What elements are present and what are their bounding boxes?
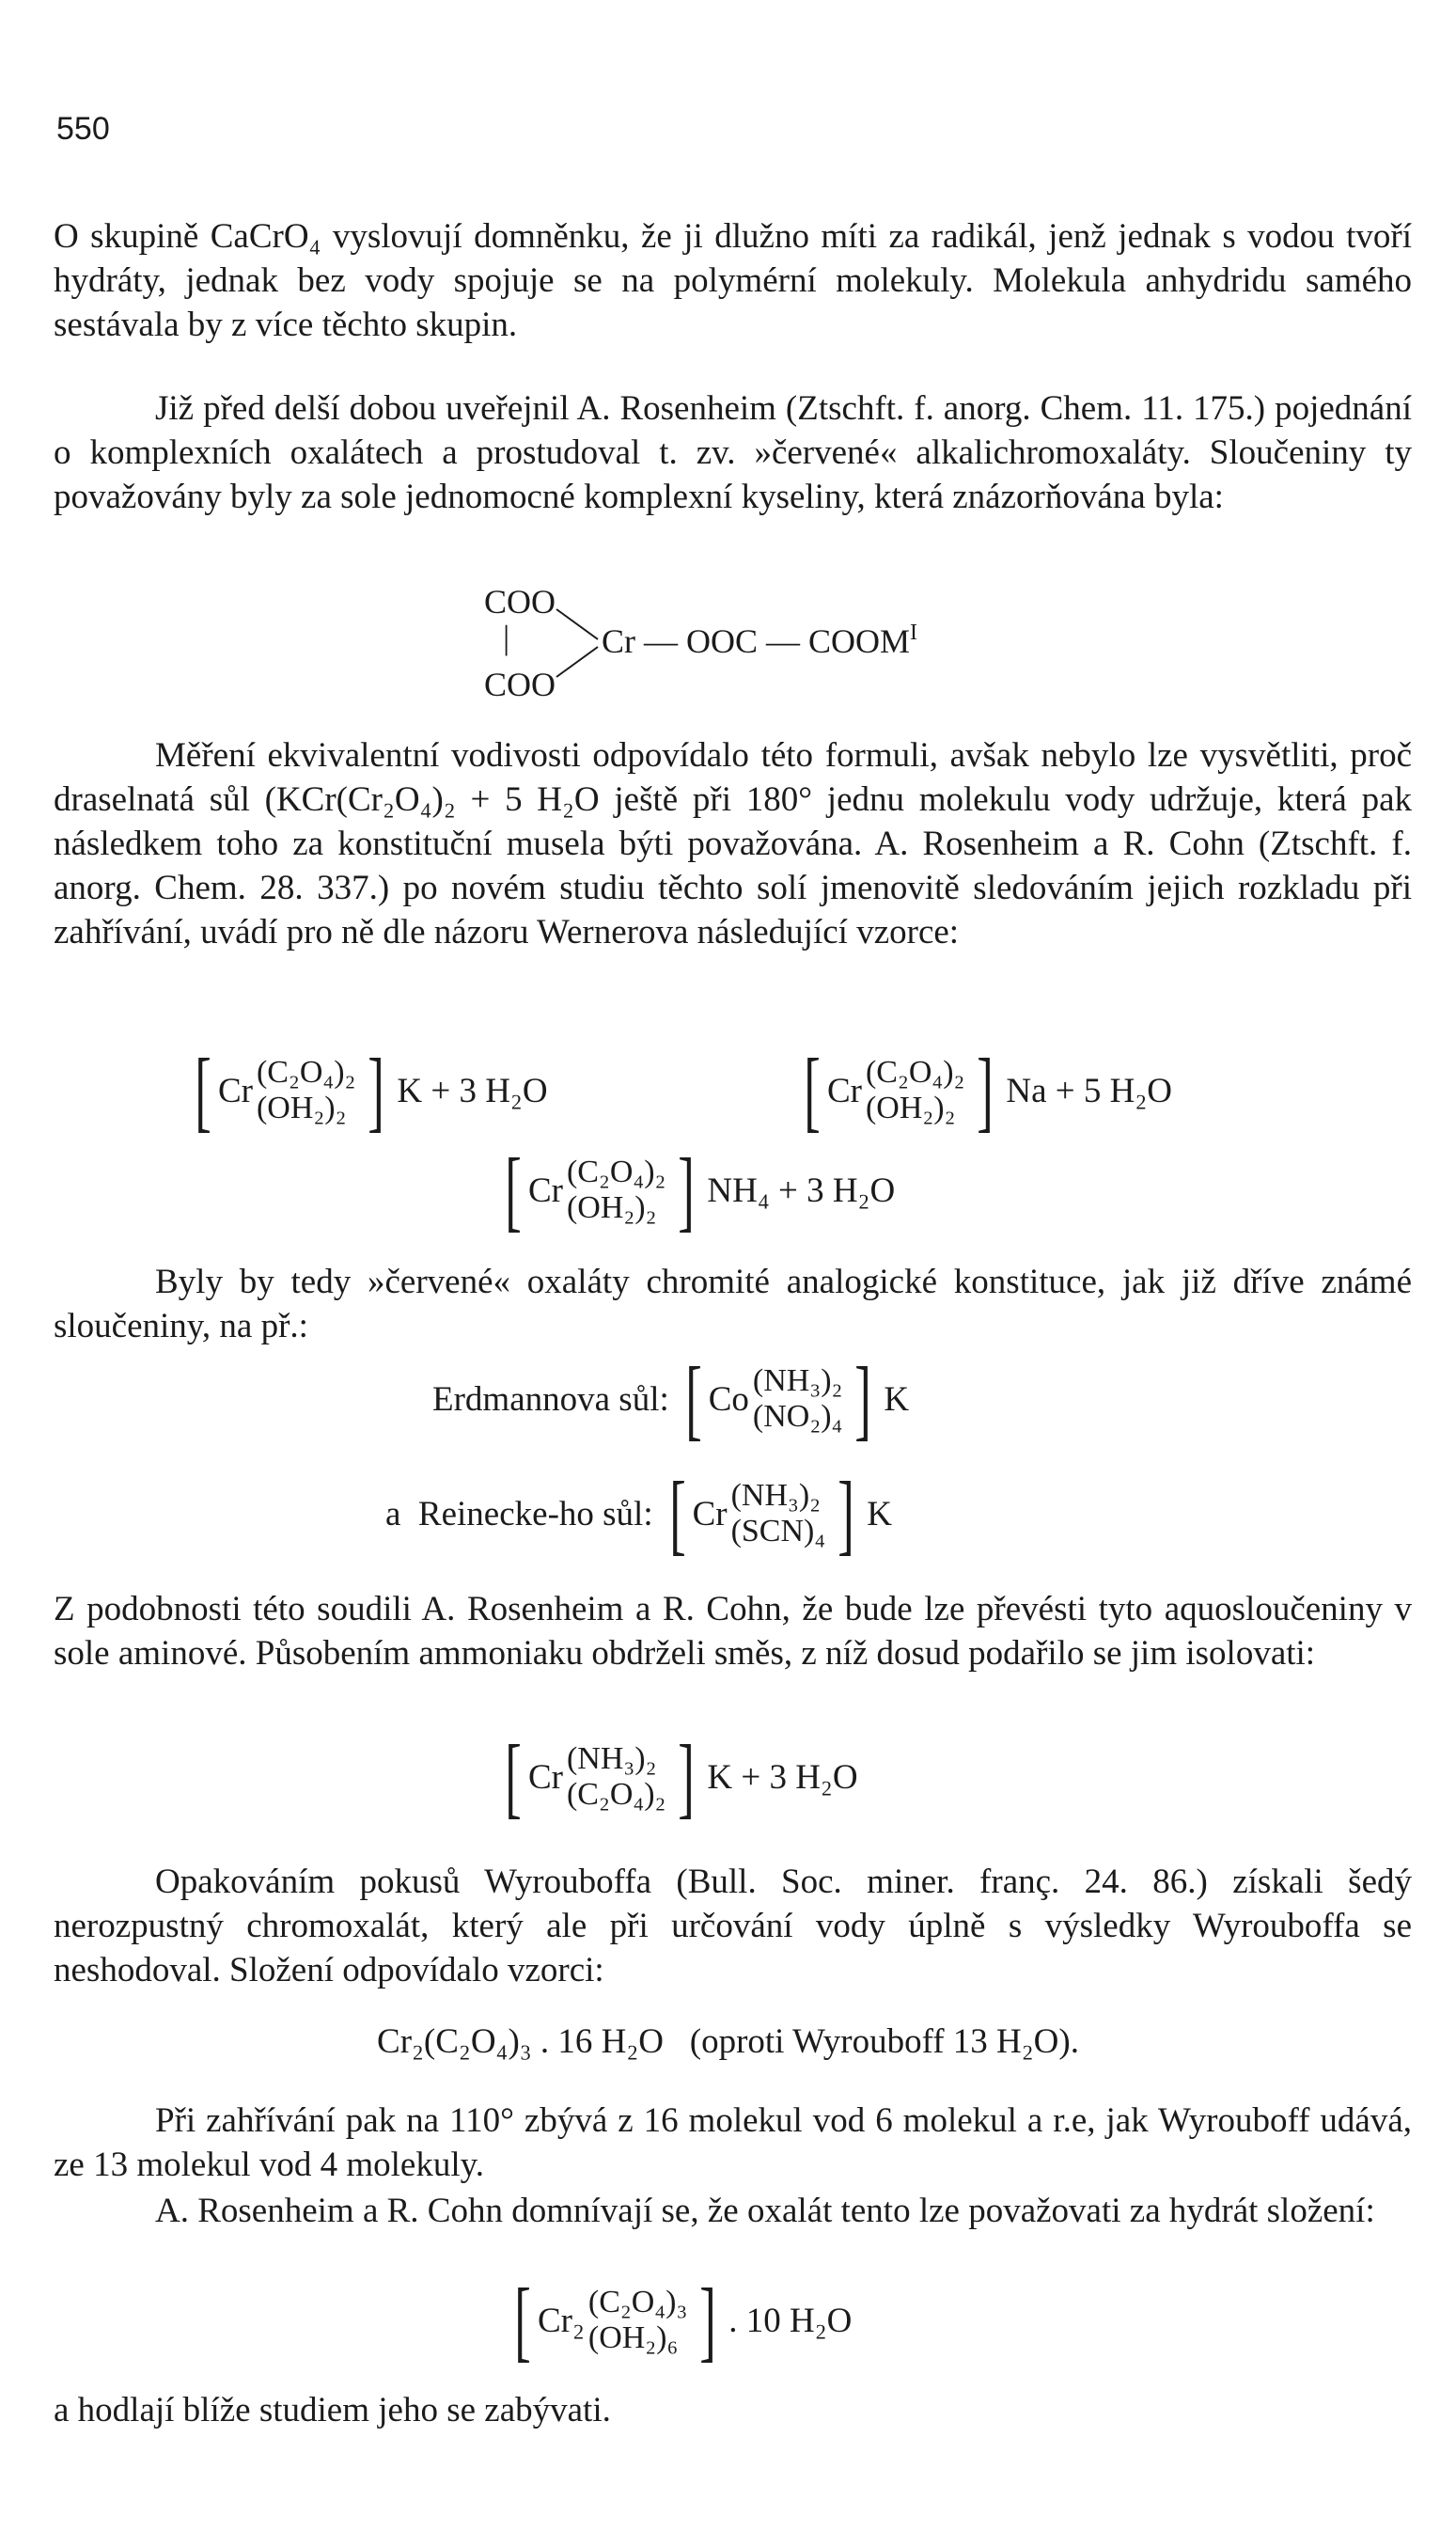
page-number: 550: [56, 111, 110, 147]
formula-radical-sup: I: [910, 621, 918, 645]
metal: Cr: [826, 1071, 862, 1110]
formula-tail: Na + 5 H₂O: [1006, 1071, 1172, 1110]
formula-erdmann: Erdmannova sůl: [ Co (NH₃)₂ (NO₂)₄ ] K: [432, 1348, 910, 1449]
ligand-2: (SCN)₄: [730, 1514, 826, 1549]
ligand-2: (OH₂)₆: [587, 2320, 679, 2355]
ligand-1: (C₂O₄)₂: [865, 1055, 965, 1090]
formula-sodium: [ Cr (C₂O₄)₂ (OH₂)₂ ] Na + 5 H₂O: [804, 1040, 1172, 1140]
formula-tail: K + 3 H₂O: [397, 1071, 548, 1110]
formula-radical-top: COO: [484, 583, 556, 621]
metal: Cr₂: [537, 2301, 585, 2340]
ligand-1: (C₂O₄)₂: [256, 1055, 356, 1090]
metal: Cr: [527, 1171, 563, 1210]
formula-radical-bar: |: [503, 619, 510, 656]
ligand-2: (NO₂)₄: [752, 1399, 843, 1434]
formula-radical-bottom: COO: [484, 666, 556, 703]
paragraph-8: A. Rosenheim a R. Cohn domnívají se, že oxalát tento lze považovati za hydrát složení:: [155, 2192, 1375, 2230]
formula-tail: K + 3 H₂O: [707, 1757, 858, 1797]
ligand-2: (OH₂)₂: [865, 1091, 956, 1125]
formula-ammonium: [ Cr (C₂O₄)₂ (OH₂)₂ ] NH₄ + 3 H₂O: [505, 1140, 896, 1240]
ligand-1: (C₂O₄)₂: [566, 1155, 666, 1189]
paragraph-2: Již před delší dobou uveřejnil A. Rosenheim (Ztschft. f. anorg. Chem. 11. 175.) pojednání o komplexních oxalátech a prostudoval t. zv. »červené« alkalichromoxaláty. Sloučeniny ty považovány byly za sole jednomocné komplexní kyseliny, která znázorňována byla:: [54, 389, 1412, 516]
paragraph-3: Měření ekvivalentní vodivosti odpovídalo této formuli, avšak nebylo lze vysvětliti, proč draselnatá sůl (KCr(Cr₂O₄)₂ + 5 H₂O ještě při 180° jednu molekulu vody udržuje, která pak následkem toho za konstituční musela býti považována. A. Rosenheim a R. Cohn (Ztschft. f. anorg. Chem. 28. 337.) po novém studiu těchto solí jmenovitě sledováním jejich rozkladu při zahřívání, uvádí pro ně dle názoru Wernerova následující vzorce:: [54, 736, 1412, 951]
paragraph-5: Z podobnosti této soudili A. Rosenheim a R. Cohn, že bude lze převésti tyto aquosloučeniny v sole aminové. Působením ammoniaku obdrželi směs, z níž dosud podařilo se jim isolovati:: [54, 1590, 1412, 1673]
ligand-1: (NH₃)₂: [566, 1741, 657, 1776]
paragraph-1: O skupině CaCrO₄ vyslovují domněnku, že ji dlužno míti za radikál, jenž jednak s vodou tvoří hydráty, jednak bez vody spojuje se na polymérní molekuly. Molekula anhydridu samého sestávala by z více těchto skupin.: [54, 217, 1412, 344]
formula-tail: K: [867, 1494, 892, 1533]
formula-reinecke: a Reinecke-ho sůl: [ Cr (NH₃)₂ (SCN)₄ ] K: [385, 1463, 892, 1564]
metal: Cr: [692, 1494, 728, 1533]
formula-label: a Reinecke-ho sůl:: [385, 1494, 653, 1533]
ligand-1: (C₂O₄)₃: [587, 2285, 688, 2319]
formula-tail: . 10 H₂O: [728, 2301, 853, 2340]
formula-label: Erdmannova sůl:: [432, 1379, 669, 1419]
ligand-2: (OH₂)₂: [566, 1190, 657, 1225]
paragraph-4: Byly by tedy »červené« oxaláty chromité analogické konstituce, jak již dříve známé sloučeniny, na př.:: [54, 1263, 1412, 1345]
formula-tail: NH₄ + 3 H₂O: [707, 1171, 896, 1210]
ligand-1: (NH₃)₂: [730, 1478, 822, 1513]
formula-hydrate: [ Cr₂ (C₂O₄)₃ (OH₂)₆ ] . 10 H₂O: [514, 2270, 853, 2370]
formula-potassium: [ Cr (C₂O₄)₂ (OH₂)₂ ] K + 3 H₂O: [195, 1040, 548, 1140]
paragraph-7: Při zahřívání pak na 110° zbývá z 16 molekul vod 6 molekul a r.e, jak Wyrouboff udává, ze 13 molekul vod 4 molekuly.: [54, 2101, 1412, 2184]
ligand-2: (OH₂)₂: [256, 1091, 347, 1125]
formula-amine: [ Cr (NH₃)₂ (C₂O₄)₂ ] K + 3 H₂O: [505, 1726, 858, 1827]
paragraph-9: a hodlají blíže studiem jeho se zabývati.: [54, 2391, 611, 2429]
paragraph-6: Opakováním pokusů Wyrouboffa (Bull. Soc. miner. franç. 24. 86.) získali šedý nerozpustný chromoxalát, který ale při určování vody úplně s výsledky Wyrouboffa se neshodoval. Složení odpovídalo vzorci:: [54, 1863, 1412, 1989]
metal: Cr: [217, 1071, 253, 1110]
metal: Cr: [527, 1757, 563, 1797]
formula-chromoxalate: Cr₂(C₂O₄)₃ . 16 H₂O (oproti Wyrouboff 13 H₂O).: [377, 2022, 1079, 2061]
metal: Co: [708, 1379, 749, 1419]
formula-radical-right: Cr — OOC — COOM: [602, 622, 911, 660]
ligand-1: (NH₃)₂: [752, 1363, 843, 1398]
ligand-2: (C₂O₄)₂: [566, 1777, 666, 1812]
formula-tail: K: [884, 1379, 910, 1419]
